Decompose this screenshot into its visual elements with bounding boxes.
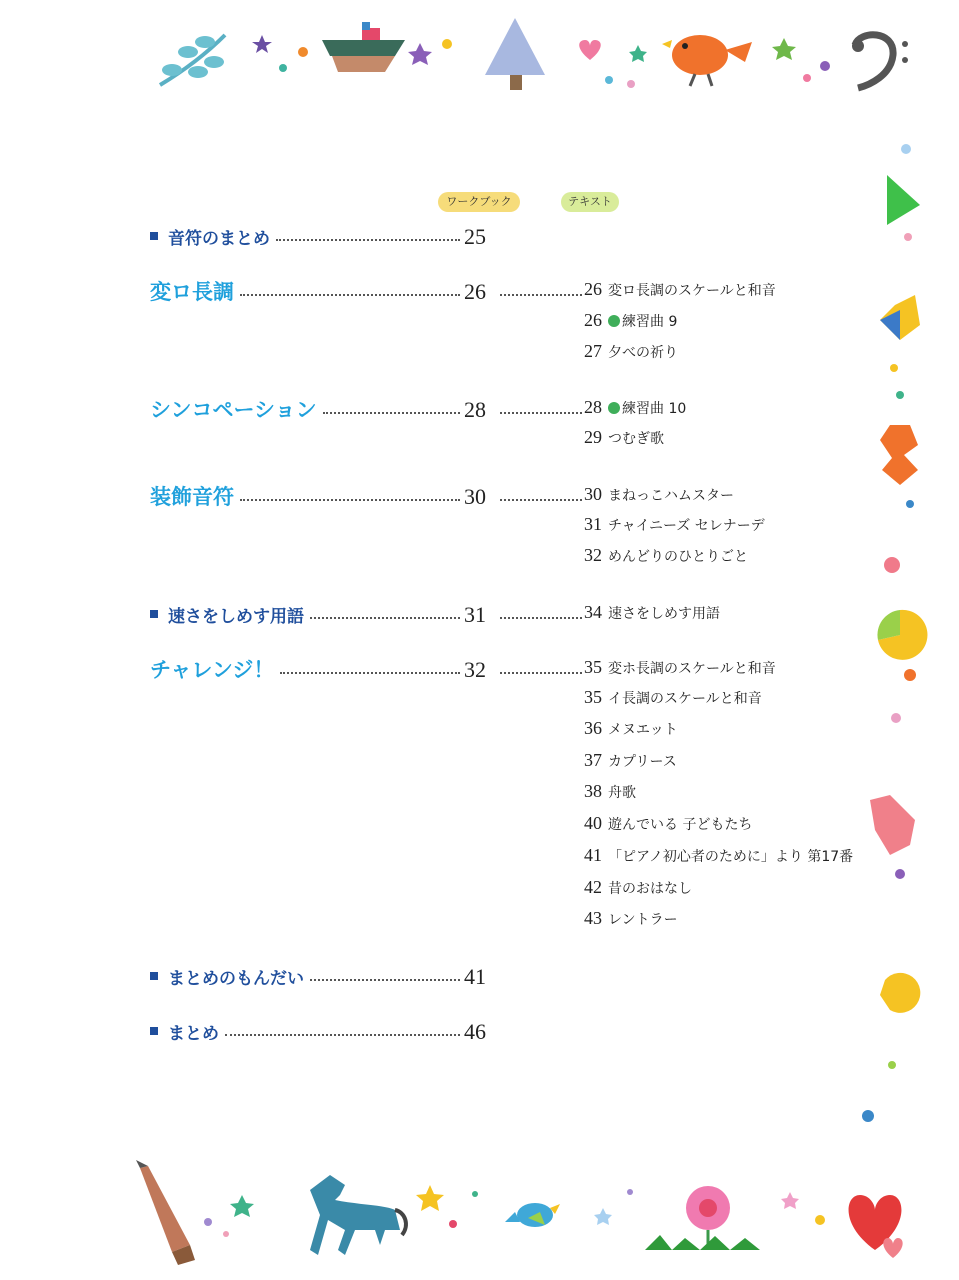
text-entry[interactable]	[584, 310, 677, 340]
top-decoration	[0, 0, 959, 110]
square-bullet-icon	[150, 610, 158, 618]
text-title: 夕べの祈り	[608, 345, 678, 361]
text-entry[interactable]	[584, 427, 664, 457]
text-entry[interactable]	[584, 877, 692, 907]
text-page-number: 26	[584, 310, 602, 330]
text-title: カプリース	[608, 754, 677, 770]
flower-icon	[645, 1186, 760, 1250]
text-page-number: 42	[584, 877, 602, 897]
chapter-title: 装飾音符	[150, 485, 234, 509]
text-page-number: 41	[584, 845, 602, 865]
leader-dots	[500, 412, 582, 414]
leaf-branch-icon	[160, 35, 225, 85]
text-title: メヌエット	[608, 722, 678, 738]
text-page-number: 34	[584, 602, 602, 622]
triangle-icon	[887, 175, 920, 225]
text-title: めんどりのひとりごと	[608, 549, 748, 565]
bass-clef-icon	[852, 35, 908, 88]
text-entry[interactable]	[584, 397, 686, 427]
workbook-page-number: 28	[464, 397, 486, 422]
text-title: 昔のおはなし	[608, 881, 692, 897]
text-entry[interactable]	[584, 545, 748, 575]
leader-dots	[240, 499, 460, 501]
small-bird-icon	[505, 1203, 560, 1227]
chapter-title: まとめ	[168, 1024, 219, 1044]
text-entry[interactable]	[584, 657, 776, 687]
text-title: まねっこハムスター	[608, 488, 734, 504]
star-icon	[629, 45, 647, 62]
text-page-number: 36	[584, 718, 602, 738]
leader-dots	[310, 617, 460, 619]
green-dot-icon	[608, 315, 620, 327]
star-icon	[230, 1195, 254, 1217]
text-entry[interactable]	[584, 845, 853, 875]
leader-dots	[500, 499, 582, 501]
leader-dots	[500, 294, 582, 296]
text-page-number: 35	[584, 687, 602, 707]
text-page-number: 26	[584, 279, 602, 299]
chapter-title: 変ロ長調	[150, 280, 234, 304]
text-entry[interactable]	[584, 813, 752, 843]
workbook-page-number: 41	[464, 964, 486, 989]
text-title: 遊んでいる 子どもたち	[608, 817, 753, 833]
zigzag-icon	[880, 425, 918, 485]
leader-dots	[500, 617, 582, 619]
chapter-title: まとめのもんだい	[168, 969, 304, 989]
star-icon	[772, 38, 796, 60]
text-page-number: 37	[584, 750, 602, 770]
text-title: 舟歌	[608, 785, 636, 801]
leader-dots	[323, 412, 460, 414]
text-title: 「ピアノ初心者のために」より 第17番	[608, 849, 854, 865]
leader-dots	[310, 979, 460, 981]
text-page-number: 32	[584, 545, 602, 565]
text-title: チャイニーズ セレナーデ	[608, 518, 765, 534]
text-title: レントラー	[608, 912, 678, 928]
text-page-number: 30	[584, 484, 602, 504]
text-title: 変ロ長調のスケールと和音	[608, 283, 776, 299]
tree-icon	[485, 18, 545, 90]
text-page-number: 31	[584, 514, 602, 534]
star-icon	[408, 43, 432, 65]
chapter-title: シンコペーション	[150, 398, 317, 422]
heart-icon	[883, 1238, 902, 1258]
text-entry[interactable]	[584, 602, 720, 632]
text-title: つむぎ歌	[608, 431, 664, 447]
leader-dots	[225, 1034, 460, 1036]
workbook-page-number: 32	[464, 657, 486, 682]
chapter-title: 音符のまとめ	[168, 229, 270, 249]
pencil-icon	[136, 1160, 195, 1265]
text-entry[interactable]	[584, 908, 678, 938]
text-entry[interactable]	[584, 279, 776, 309]
leader-dots	[276, 239, 460, 241]
text-entry[interactable]	[584, 514, 765, 544]
text-title: 速さをしめす用語	[608, 606, 720, 622]
bottom-decoration	[0, 1150, 959, 1280]
horse-icon	[310, 1175, 406, 1255]
chapter-title: 速さをしめす用語	[168, 607, 304, 627]
star-icon	[252, 35, 272, 53]
star-icon	[781, 1192, 799, 1209]
leader-dots	[280, 672, 460, 674]
green-dot-icon	[608, 402, 620, 414]
workbook-page-number: 26	[464, 279, 486, 304]
text-page-number: 29	[584, 427, 602, 447]
text-entry[interactable]	[584, 750, 677, 780]
text-entry[interactable]	[584, 687, 762, 717]
text-entry[interactable]	[584, 341, 678, 371]
text-title: 練習曲 9	[622, 314, 678, 330]
workbook-page-number: 31	[464, 602, 486, 627]
square-bullet-icon	[150, 972, 158, 980]
workbook-header: ワークブック	[438, 192, 520, 212]
text-page-number: 28	[584, 397, 602, 417]
leader-dots	[500, 672, 582, 674]
workbook-page-number: 25	[464, 224, 486, 249]
boat-icon	[322, 22, 405, 72]
heart-icon	[849, 1195, 902, 1250]
text-title: 変ホ長調のスケールと和音	[608, 661, 776, 677]
text-entry[interactable]	[584, 718, 678, 748]
text-page-number: 27	[584, 341, 602, 361]
heart-icon	[579, 40, 601, 60]
text-title: 練習曲 10	[622, 401, 687, 417]
star-icon	[594, 1208, 612, 1225]
text-entry[interactable]	[584, 484, 734, 514]
text-header: テキスト	[561, 192, 619, 212]
text-page-number: 35	[584, 657, 602, 677]
text-title: イ長調のスケールと和音	[608, 691, 762, 707]
square-bullet-icon	[150, 1027, 158, 1035]
pacman-icon	[880, 973, 920, 1013]
square-bullet-icon	[150, 232, 158, 240]
text-page-number: 40	[584, 813, 602, 833]
text-page-number: 43	[584, 908, 602, 928]
right-decoration	[860, 140, 959, 1140]
text-page-number: 38	[584, 781, 602, 801]
leader-dots	[240, 294, 460, 296]
workbook-page-number: 30	[464, 484, 486, 509]
bird-icon	[662, 35, 752, 86]
chapter-title: チャレンジ！	[150, 658, 275, 682]
star-icon	[416, 1185, 444, 1211]
hand-icon	[870, 795, 915, 855]
text-entry[interactable]	[584, 781, 636, 811]
workbook-page-number: 46	[464, 1019, 486, 1044]
